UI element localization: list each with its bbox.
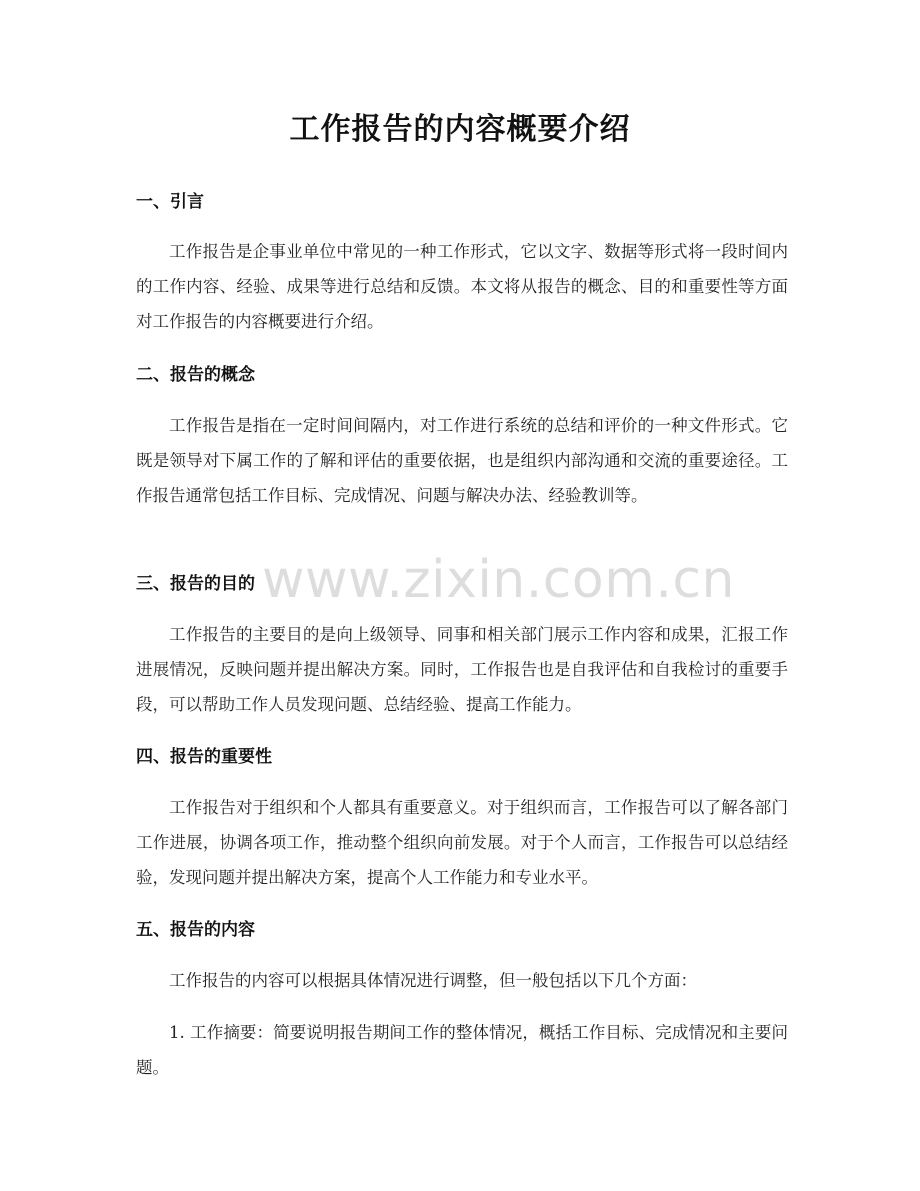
watermark-text: www.zixin.com.cn: [262, 550, 735, 610]
section-heading-concept: 二、报告的概念: [136, 365, 255, 385]
section-heading-content: 五、报告的内容: [136, 920, 255, 940]
section-heading-intro: 一、引言: [136, 192, 204, 212]
list-item-work-summary: 1. 工作摘要：简要说明报告期间工作的整体情况，概括工作目标、完成情况和主要问题。: [136, 1023, 788, 1077]
section-paragraph-concept: 工作报告是指在一定时间间隔内，对工作进行系统的总结和评价的一种文件形式。它既是领导对下属工作的了解和评估的重要依据，也是组织内部沟通和交流的重要途径。工作报告通常包括工作目标、完成情况、问题与解决办法、经验教训等。: [136, 416, 788, 505]
section-heading-importance: 四、报告的重要性: [136, 747, 272, 767]
section-heading-purpose: 三、报告的目的: [136, 574, 255, 594]
section-paragraph-content-intro: 工作报告的内容可以根据具体情况进行调整，但一般包括以下几个方面：: [169, 971, 697, 990]
section-paragraph-intro: 工作报告是企事业单位中常见的一种工作形式，它以文字、数据等形式将一段时间内的工作内容、经验、成果等进行总结和反馈。本文将从报告的概念、目的和重要性等方面对工作报告的内容概要进行介绍。: [136, 242, 788, 331]
document-title: 工作报告的内容概要介绍: [289, 112, 631, 147]
section-paragraph-importance: 工作报告对于组织和个人都具有重要意义。对于组织而言，工作报告可以了解各部门工作进展，协调各项工作，推动整个组织向前发展。对于个人而言，工作报告可以总结经验，发现问题并提出解决方案，提高个人工作能力和专业水平。: [136, 798, 788, 887]
section-paragraph-purpose: 工作报告的主要目的是向上级领导、同事和相关部门展示工作内容和成果，汇报工作进展情况，反映问题并提出解决方案。同时，工作报告也是自我评估和自我检讨的重要手段，可以帮助工作人员发现问题、总结经验、提高工作能力。: [136, 625, 788, 714]
